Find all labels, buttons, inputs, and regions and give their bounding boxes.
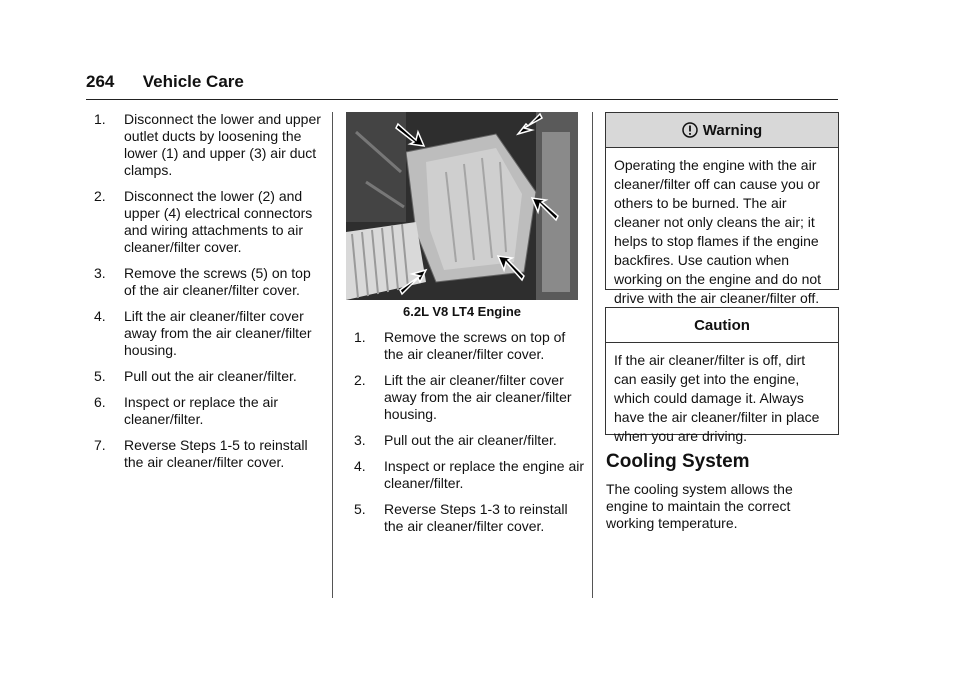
section-title: Vehicle Care (142, 72, 244, 91)
list-item: 3. Pull out the air cleaner/filter. (354, 432, 557, 448)
warning-title: Warning (702, 121, 763, 139)
list-item: 5. Pull out the air cleaner/filter. (94, 368, 297, 384)
page-header (86, 72, 244, 92)
engine-photo (346, 112, 578, 300)
warning-icon (682, 122, 698, 138)
header-rule (86, 99, 838, 100)
list-item: 2. Disconnect the lower (2) and upper (4) electrical connectors and wiring attachments to air cleaner/filter cover. (94, 188, 313, 255)
figure-caption: 6.2L V8 LT4 Engine (403, 304, 521, 319)
list-item: 1. Disconnect the lower and upper outlet ducts by loosening the lower (1) and upper (3) air duct clamps. (94, 111, 321, 178)
warning-box (605, 112, 839, 306)
list-item: 3. Remove the screws (5) on top of the air cleaner/filter cover. (94, 265, 311, 298)
list-item: 5. Reverse Steps 1-3 to reinstall the air cleaner/filter cover. (354, 501, 568, 534)
caution-title: Caution (694, 316, 750, 334)
caution-box (605, 307, 839, 444)
left-column (94, 111, 326, 480)
list-item: 4. Inspect or replace the engine air cleaner/filter. (354, 458, 585, 491)
list-item: 1. Remove the screws on top of the air cleaner/filter cover. (354, 329, 566, 362)
cooling-system-heading: Cooling System (606, 451, 750, 472)
page-number: 264 (86, 72, 115, 91)
middle-step-list (354, 329, 586, 535)
list-item: 7. Reverse Steps 1-5 to reinstall the air cleaner/filter cover. (94, 437, 308, 470)
warning-header (606, 113, 838, 148)
engine-illustration (346, 112, 578, 300)
list-item: 6. Inspect or replace the air cleaner/filter. (94, 394, 279, 427)
left-step-list (94, 111, 326, 471)
list-item: 4. Lift the air cleaner/filter cover away from the air cleaner/filter housing. (94, 308, 312, 358)
middle-column (354, 329, 586, 544)
list-item: 2. Lift the air cleaner/filter cover away from the air cleaner/filter housing. (354, 372, 572, 422)
caution-header (606, 308, 838, 343)
column-divider-2 (592, 112, 593, 598)
column-divider-1 (332, 112, 333, 598)
cooling-system-text: The cooling system allows the engine to maintain the correct working temperature. (606, 481, 793, 531)
caution-text: If the air cleaner/filter is off, dirt can easily get into the engine, which could damage it. Always have the air cleaner/filter in place when you are driving. (614, 352, 820, 444)
warning-text: Operating the engine with the air cleaner/filter off can cause you or others to be burned. The air cleaner not only cleans the air; it helps to stop flames if the engine backfires. Use caution when working on the engine and do not drive with the air cleaner/filter off. (614, 157, 822, 306)
